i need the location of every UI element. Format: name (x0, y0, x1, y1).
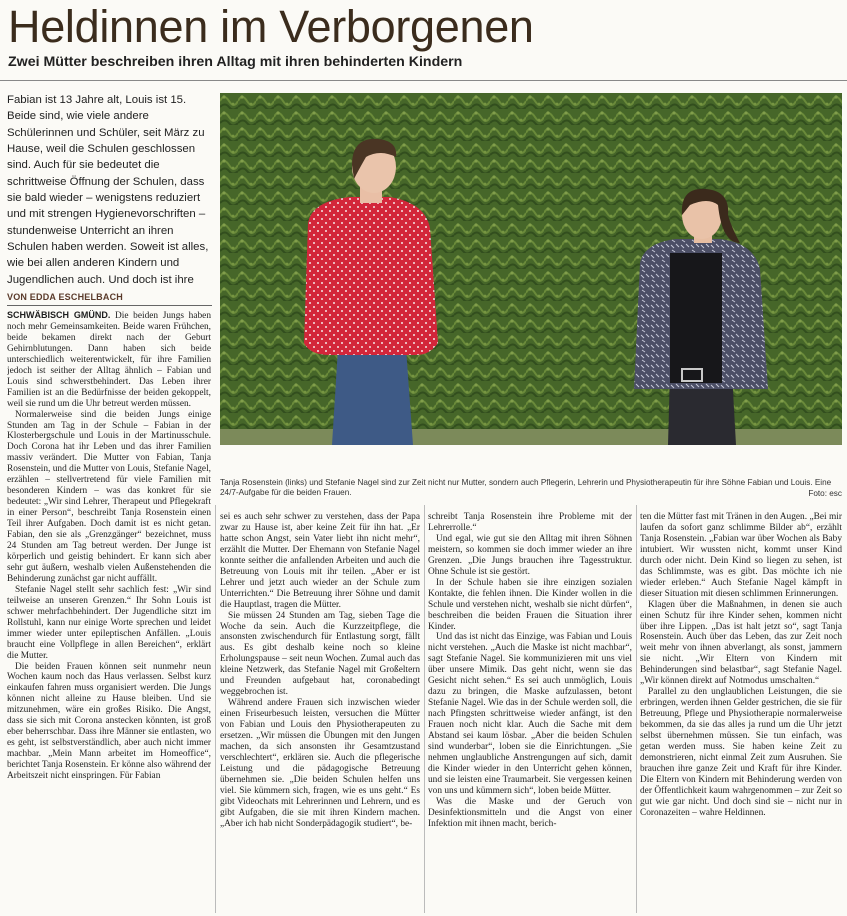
divider (0, 80, 847, 81)
column-divider (636, 505, 637, 913)
paragraph: Stefanie Nagel stellt sehr sachlich fest: „Wir sind teilweise an unseren Grenzen.“ Ihr Sohn Louis ist schwer mehrfachbehindert. Der Jugendliche sitzt im Rollstuhl, kann nur einige Worte sprechen und leidet immer wieder unter epileptischen Anfällen. „Louis braucht eine Vollpflege in allen Bereichen“, erklärt die Mutter. (7, 584, 211, 661)
column-2 (220, 512, 420, 914)
photo-illustration (220, 93, 842, 445)
paragraph: schreibt Tanja Rosenstein ihre Probleme mit der Lehrerrolle.“ (428, 512, 632, 533)
dateline: SCHWÄBISCH GMÜND. (7, 310, 111, 320)
paragraph: ten die Mütter fast mit Tränen in den Augen. „Bei mir laufen da sofort ganz schlimme Bilder ab“, erzählt Tanja Rosenstein. „Fabian war über Wochen als Baby intubiert. Wir wussten nicht, kommt unser Kind durch oder nicht. Dein Kind so liegen zu sehen, ist das Schlimmste, was es gibt. Das möchte ich nie wieder erleben.“ Auch Stefanie Nagel kämpft in dieser Situation mit diesen schlimmen Erinnerungen. (640, 512, 842, 599)
paragraph: Normalerweise sind die beiden Jungs einige Stunden am Tag in der Schule – Fabian in der Klosterbergschule und Louis in der Martinusschule. Doch Corona hat ihr Leben und das ihrer Familien massiv verändert. Die Mutter von Fabian, Tanja Rosenstein, und die Mutter von Louis, Stefanie Nagel, erzählen – stellvertretend für viele Familien mit besonderen Kindern – was das konkret für sie bedeutet: „Wir sind Lehrer, Therapeut und Pflegekraft in einer Person“, beschreibt Tanja Rosenstein einen Teil ihrer Aufgaben. Doch damit ist es nicht getan. Fabian, den sie als „Grenzgänger“ bezeichnet, muss 24 Stunden am Tag betreut werden. Der Junge ist körperlich und geistig behindert. Er kann sich aber sehr gut äußern, weshalb vielen Außenstehenden die Behinderung zunächst gar nicht auffällt. (7, 409, 211, 584)
column-3 (428, 512, 632, 914)
paragraph: Und das ist nicht das Einzige, was Fabian und Louis nicht verstehen. „Auch die Maske ist nicht machbar“, sagt Stefanie Nagel. Sie kommunizieren mit uns viel über unsere Mimik. Das geht nicht, wenn sie das Gesicht nicht sehen.“ Es sei auch unmöglich, Louis dazu zu bringen, die Maske aufzulassen, betont Stefanie Nagel. Wie das in der Schule werden soll, die nach Pfingsten schrittweise wieder anfängt, ist den Frauen noch nicht klar. Auch die Sache mit dem Abstand sei kaum lösbar. „Aber die beiden Schulen sind wunderbar“, loben sie die Einrichtungen. „Sie nehmen unglaubliche Anstrengungen auf sich, damit die Kinder wieder in den Unterricht gehen können, und sie leisten eine Traumarbeit. Sie vergessen keinen von uns und kümmern sich“, loben beide Mütter. (428, 632, 632, 796)
paragraph: Während andere Frauen sich inzwischen wieder einen Friseurbesuch leisten, versuchen die Mütter von Fabian und Louis den Physiotherapeuten zu ersetzen. „Wir müssen die Übungen mit den Jungen machen, da sich ansonsten ihr Gesamtzustand verschlechtert“, erklären sie. Auch die pflegerische Leistung und die pädagogische Betreuung übernehmen sie. „Die beiden Schulen helfen uns viel. Sie kümmern sich, fragen, wie es uns geht.“ Es gibt Videochats mit Lehrerinnen und Lehrern, und es gibt Aufgaben, die sie mit ihren Kindern machen. „Aber ich hab nicht Sonderpädagogik studiert“, be- (220, 698, 420, 829)
intro-text: Fabian ist 13 Jahre alt, Louis ist 15. Beide sind, wie viele andere Schülerinnen und Schüler, seit März zu Hause, weil die Schulen geschlossen sind. Auch für sie bedeutet die schrittweise Öffnung der Schulen, dass sie bald wieder – wenigstens reduziert und mit strengen Hygienevorschriften – stundenweise Unterricht an ihren Schulen haben werden. Soweit ist alles, wie bei allen anderen Kindern und Jugendlichen auch. Und doch ist ihre (7, 94, 209, 286)
article-photo (220, 93, 842, 445)
paragraph: Was die Maske und der Geruch von Desinfektionsmitteln und die Angst von einer Infektion mit ihnen macht, berich- (428, 796, 632, 829)
column-4 (640, 512, 842, 914)
column-divider (424, 505, 425, 913)
column-1 (7, 310, 211, 914)
paragraph: Die beiden Frauen können seit nunmehr neun Wochen kaum noch das Haus verlassen. Selbst kurz einkaufen fahren muss organisiert werden. Die Jungs können nicht alleine zu Hause bleiben. Und sie mitzunehmen, wäre ein großes Risiko. Die Angst, dass sie sich mit Corona anstecken könnten, ist groß eber beherrschbar. Dass ihre Männer sie entlasten, wo es geht, ist selbstverständlich, aber auch nicht immer machbar. „Mein Mann arbeitet im Homeoffice“, berichtet Tanja Rosenstein. Er könne also während der Arbeitszeit nicht einspringen. Für Fabian (7, 661, 211, 782)
paragraph: Parallel zu den unglaublichen Leistungen, die sie erbringen, werden ihnen Gelder gestrichen, die sie für Betreuung, Pflege und Physiotherapie normalerweise bekommen, da sie das alles ja rund um die Uhr jetzt selbst übernehmen müssen. Sie tun einfach, was getan werden muss. Sie haben keine Zeit zu demonstrieren, nicht einmal Zeit zum Ausruhen. Sie brauchen ihre ganze Zeit und Kraft für ihre Kinder. Die Eltern von Kindern mit Behinderung werden von der Öffentlichkeit kaum wahrgenommen – zur Zeit so gut wie gar nicht. Und doch sind sie – nicht nur in Coronazeiten – wahre Heldinnen. (640, 687, 842, 818)
column-divider (215, 505, 216, 913)
paragraph: In der Schule haben sie ihre einzigen sozialen Kontakte, die fehlen ihnen. Die Kinder wollen in die Schule und verstehen nicht, weshalb sie nicht dürfen“, beschreiben die beiden Frauen die Situation ihrer Kinder. (428, 577, 632, 632)
paragraph: Sie müssen 24 Stunden am Tag, sieben Tage die Woche da sein. Auch die Kurzzeitpflege, die ansonsten zwischendurch für Entlastung sorgt, fällt aus. Es gibt deshalb keine noch so kleine Erholungspause – seit neun Wochen. Zumal auch das kleine Netzwerk, das Stefanie Nagel mit Großeltern und Freunden aufgebaut hat, coronabedingt weggebrochen ist. (220, 610, 420, 698)
subheadline: Zwei Mütter beschreiben ihren Alltag mit ihren behinderten Kindern (8, 54, 463, 70)
paragraph: Die beiden Jungs haben noch mehr Gemeinsamkeiten. Beide waren Frühchen, beide bekamen direkt nach der Geburt Gehirnblutungen. Dann haben sich beide unterschiedlich weiterentwickelt, für ihre Familien jedoch ist seither der Alltag ähnlich – Fabian und Louis sind schwerstbehindert. Das Leben ihrer Familien ist an die Bedürfnisse der beiden gekoppelt, weil sie rund um die Uhr betreut werden müssen. (7, 311, 211, 409)
paragraph: sei es auch sehr schwer zu verstehen, dass der Papa zwar zu Hause ist, aber keine Zeit für ihn hat. „Er hatte schon Angst, sein Vater liebt ihn nicht mehr“, erzählt die Mutter. Der Ehemann von Stefanie Nagel konnte seither die anfallenden Arbeiten und auch die Betreuung von Louis mit ihr teilen. „Aber er ist Lehrer und jetzt auch wieder an der Schule zum Unterrichten.“ Die Betreuung ihrer Söhne und damit die Hauptlast, tragen die Mütter. (220, 512, 420, 610)
byline: VON EDDA ESCHELBACH (7, 292, 123, 302)
byline-divider (7, 305, 212, 306)
headline: Heldinnen im Verborgenen (8, 1, 534, 52)
photo-caption: Tanja Rosenstein (links) und Stefanie Nagel sind zur Zeit nicht nur Mutter, sondern auch Pflegerin, Lehrerin und Physiotherapeutin für ihre Söhne Fabian und Louis. Eine 24/7-Aufgabe für die beiden Frauen. (220, 478, 832, 498)
photo-credit: Foto: esc (808, 489, 842, 498)
paragraph: Und egal, wie gut sie den Alltag mit ihren Söhnen meistern, so kommen sie doch immer wieder an ihre Grenzen. „Die Jungs brauchen ihre Tagesstruktur. Ohne Schule ist sie gestört. (428, 533, 632, 577)
paragraph: Klagen über die Maßnahmen, in denen sie auch einen Schutz für ihre Kinder sehen, kommen nicht über ihre Lippen. „Das ist halt jetzt so“, sagt Tanja Rosenstein. Auch über das Leben, das zur Zeit noch weit mehr von ihnen abverlangt, als sonst, jammern sie nicht. „Wir Eltern von Kindern mit Behinderungen sind belastbar“, sagt Stefanie Nagel. „Wir können direkt auf Notmodus umschalten.“ (640, 599, 842, 687)
